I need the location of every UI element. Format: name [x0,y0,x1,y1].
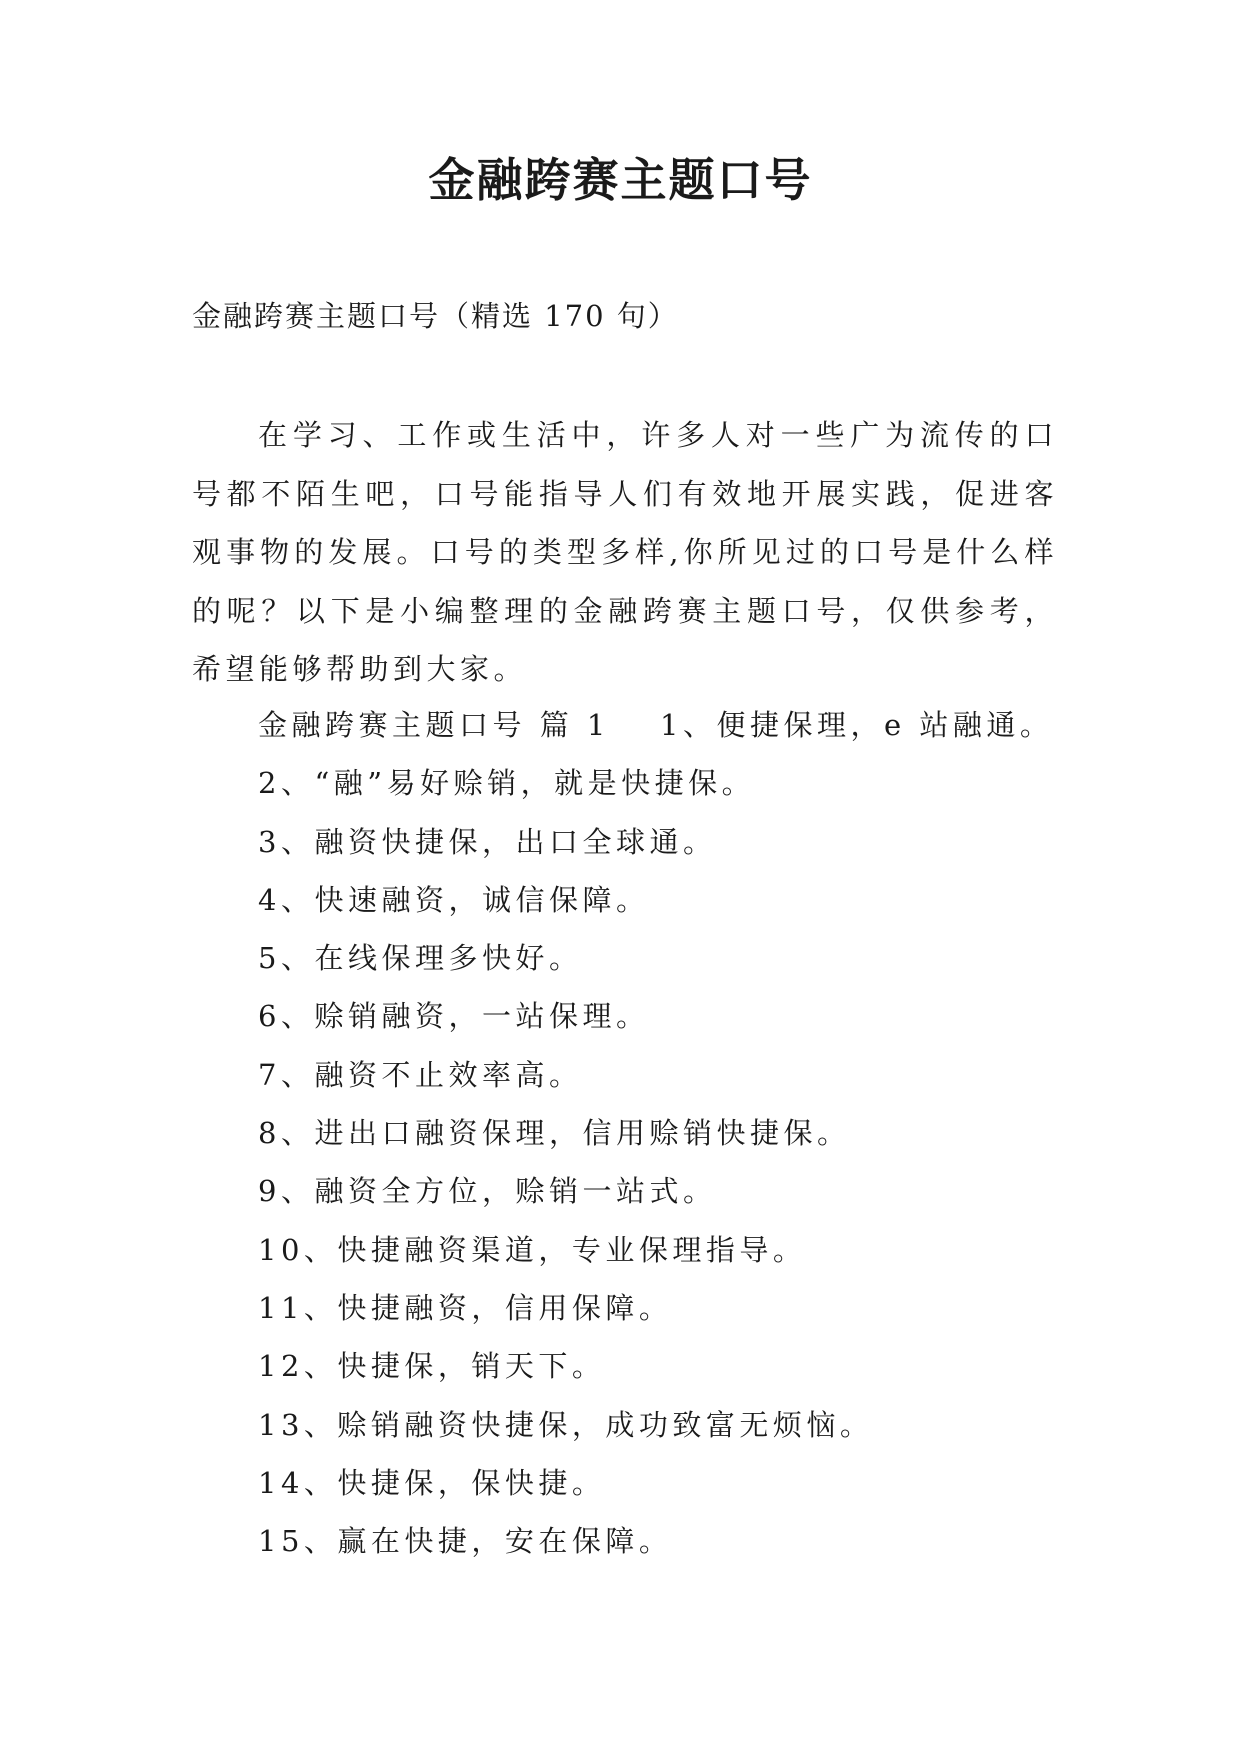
list-item: 10、快捷融资渠道，专业保理指导。 [258,1232,807,1267]
list-item [258,705,1053,763]
list-item: 13、赊销融资快捷保，成功致富无烦恼。 [258,1407,874,1442]
section-label: 金融跨赛主题口号 篇 1 [258,708,610,742]
document-title: 金融跨赛主题口号 [428,153,813,207]
slogan-list [258,705,1053,1579]
list-item: 4、快速融资，诚信保障。 [258,882,650,917]
list-item: 7、融资不止效率高。 [258,1057,583,1092]
list-item: 5、在线保理多快好。 [258,941,583,976]
list-item: 11、快捷融资，信用保障。 [258,1290,673,1325]
list-item: 9、融资全方位，赊销一站式。 [258,1174,717,1209]
list-item: 6、赊销融资，一站保理。 [258,999,650,1034]
list-item: 14、快捷保，保快捷。 [258,1465,606,1500]
list-item: 2、“融”易好赊销，就是快捷保。 [258,766,756,801]
document-subtitle: 金融跨赛主题口号（精选 170 句） [192,299,679,333]
list-item-text: 1、便捷保理，e 站融通。 [660,708,1054,742]
list-item: 15、赢在快捷，安在保障。 [258,1524,673,1559]
intro-paragraph: 在学习、工作或生活中，许多人对一些广为流传的口号都不陌生吧，口号能指导人们有效地开展实践，促进客观事物的发展。口号的类型多样,你所见过的口号是什么样的呢？以下是小编整理的金融跨赛主题口号，仅供参考，希望能够帮助到大家。 [192,418,1058,686]
list-item: 3、融资快捷保，出口全球通。 [258,824,717,859]
list-item: 8、进出口融资保理，信用赊销快捷保。 [258,1116,851,1151]
list-item: 12、快捷保，销天下。 [258,1349,606,1384]
